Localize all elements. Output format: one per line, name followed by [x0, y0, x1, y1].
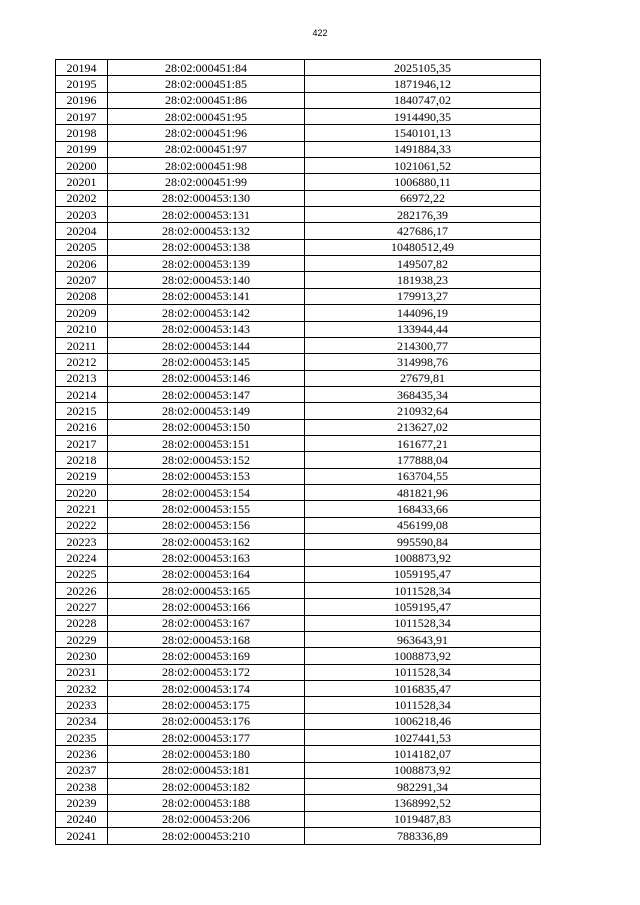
table-row [56, 697, 541, 713]
cadastral-value-cell: 177888,04 [305, 452, 541, 468]
cadastral-number-cell: 28:02:000453:139 [108, 256, 305, 272]
table-row [56, 141, 541, 157]
table-row [56, 60, 541, 76]
cadastral-number-cell: 28:02:000453:152 [108, 452, 305, 468]
cadastral-number-cell: 28:02:000451:99 [108, 174, 305, 190]
row-number-cell: 20240 [56, 811, 108, 827]
row-number-cell: 20204 [56, 223, 108, 239]
cadastral-number-cell: 28:02:000453:176 [108, 713, 305, 729]
table-row [56, 779, 541, 795]
row-number-cell: 20208 [56, 288, 108, 304]
cadastral-number-cell: 28:02:000453:175 [108, 697, 305, 713]
cadastral-number-cell: 28:02:000453:145 [108, 354, 305, 370]
table-row [56, 190, 541, 206]
row-number-cell: 20233 [56, 697, 108, 713]
table-row [56, 452, 541, 468]
cadastral-value-cell: 788336,89 [305, 828, 541, 844]
table-row [56, 305, 541, 321]
cadastral-value-cell: 1011528,34 [305, 697, 541, 713]
table-row [56, 403, 541, 419]
table-row [56, 566, 541, 582]
row-number-cell: 20232 [56, 681, 108, 697]
row-number-cell: 20211 [56, 337, 108, 353]
cadastral-value-cell: 1059195,47 [305, 599, 541, 615]
cadastral-number-cell: 28:02:000453:130 [108, 190, 305, 206]
row-number-cell: 20205 [56, 239, 108, 255]
table-row [56, 533, 541, 549]
cadastral-number-cell: 28:02:000451:95 [108, 109, 305, 125]
row-number-cell: 20214 [56, 386, 108, 402]
cadastral-value-cell: 179913,27 [305, 288, 541, 304]
cadastral-value-cell: 1008873,92 [305, 648, 541, 664]
cadastral-number-cell: 28:02:000453:156 [108, 517, 305, 533]
table-row [56, 419, 541, 435]
row-number-cell: 20220 [56, 484, 108, 500]
row-number-cell: 20237 [56, 762, 108, 778]
cadastral-number-cell: 28:02:000453:181 [108, 762, 305, 778]
row-number-cell: 20216 [56, 419, 108, 435]
cadastral-value-cell: 1011528,34 [305, 664, 541, 680]
cadastral-value-cell: 282176,39 [305, 207, 541, 223]
table-row [56, 583, 541, 599]
cadastral-number-cell: 28:02:000451:84 [108, 60, 305, 76]
cadastral-value-cell: 982291,34 [305, 779, 541, 795]
table-row [56, 648, 541, 664]
row-number-cell: 20219 [56, 468, 108, 484]
row-number-cell: 20198 [56, 125, 108, 141]
row-number-cell: 20206 [56, 256, 108, 272]
row-number-cell: 20210 [56, 321, 108, 337]
cadastral-value-cell: 1368992,52 [305, 795, 541, 811]
table-row [56, 484, 541, 500]
cadastral-number-cell: 28:02:000453:142 [108, 305, 305, 321]
cadastral-value-cell: 1840747,02 [305, 92, 541, 108]
cadastral-value-cell: 163704,55 [305, 468, 541, 484]
cadastral-number-cell: 28:02:000453:180 [108, 746, 305, 762]
cadastral-value-cell: 481821,96 [305, 484, 541, 500]
row-number-cell: 20195 [56, 76, 108, 92]
cadastral-value-cell: 456199,08 [305, 517, 541, 533]
table-row [56, 207, 541, 223]
cadastral-number-cell: 28:02:000453:162 [108, 533, 305, 549]
table-row [56, 713, 541, 729]
row-number-cell: 20203 [56, 207, 108, 223]
cadastral-number-cell: 28:02:000453:177 [108, 730, 305, 746]
cadastral-number-cell: 28:02:000453:143 [108, 321, 305, 337]
cadastral-value-cell: 1914490,35 [305, 109, 541, 125]
cadastral-number-cell: 28:02:000453:210 [108, 828, 305, 844]
cadastral-value-cell: 1006218,46 [305, 713, 541, 729]
row-number-cell: 20228 [56, 615, 108, 631]
row-number-cell: 20230 [56, 648, 108, 664]
cadastral-number-cell: 28:02:000453:206 [108, 811, 305, 827]
row-number-cell: 20213 [56, 370, 108, 386]
table-row [56, 158, 541, 174]
row-number-cell: 20215 [56, 403, 108, 419]
table-row [56, 746, 541, 762]
cadastral-value-cell: 1011528,34 [305, 615, 541, 631]
cadastral-value-cell: 1006880,11 [305, 174, 541, 190]
cadastral-value-cell: 133944,44 [305, 321, 541, 337]
table-row [56, 664, 541, 680]
cadastral-number-cell: 28:02:000453:151 [108, 435, 305, 451]
cadastral-number-cell: 28:02:000453:147 [108, 386, 305, 402]
cadastral-number-cell: 28:02:000453:167 [108, 615, 305, 631]
table-row [56, 681, 541, 697]
cadastral-value-cell: 144096,19 [305, 305, 541, 321]
table-row [56, 615, 541, 631]
row-number-cell: 20222 [56, 517, 108, 533]
cadastral-value-cell: 1871946,12 [305, 76, 541, 92]
cadastral-value-cell: 213627,02 [305, 419, 541, 435]
cadastral-value-cell: 1027441,53 [305, 730, 541, 746]
row-number-cell: 20236 [56, 746, 108, 762]
table-row [56, 632, 541, 648]
cadastral-value-cell: 314998,76 [305, 354, 541, 370]
row-number-cell: 20200 [56, 158, 108, 174]
cadastral-number-cell: 28:02:000453:141 [108, 288, 305, 304]
table-row [56, 92, 541, 108]
row-number-cell: 20217 [56, 435, 108, 451]
cadastral-number-cell: 28:02:000453:138 [108, 239, 305, 255]
row-number-cell: 20231 [56, 664, 108, 680]
table-row [56, 223, 541, 239]
table-row [56, 354, 541, 370]
row-number-cell: 20197 [56, 109, 108, 125]
row-number-cell: 20194 [56, 60, 108, 76]
table-row [56, 109, 541, 125]
cadastral-number-cell: 28:02:000453:155 [108, 501, 305, 517]
row-number-cell: 20234 [56, 713, 108, 729]
table-row [56, 386, 541, 402]
cadastral-value-cell: 1008873,92 [305, 762, 541, 778]
table-row [56, 272, 541, 288]
cadastral-number-cell: 28:02:000453:131 [108, 207, 305, 223]
cadastral-value-cell: 427686,17 [305, 223, 541, 239]
cadastral-number-cell: 28:02:000453:166 [108, 599, 305, 615]
table-row [56, 337, 541, 353]
table-row [56, 501, 541, 517]
table-row [56, 321, 541, 337]
row-number-cell: 20239 [56, 795, 108, 811]
row-number-cell: 20202 [56, 190, 108, 206]
cadastral-number-cell: 28:02:000451:85 [108, 76, 305, 92]
row-number-cell: 20238 [56, 779, 108, 795]
cadastral-value-cell: 181938,23 [305, 272, 541, 288]
table-row [56, 599, 541, 615]
cadastral-value-cell: 1014182,07 [305, 746, 541, 762]
table-row [56, 174, 541, 190]
cadastral-value-cell: 149507,82 [305, 256, 541, 272]
table-row [56, 795, 541, 811]
cadastral-value-cell: 1008873,92 [305, 550, 541, 566]
cadastral-value-cell: 66972,22 [305, 190, 541, 206]
row-number-cell: 20235 [56, 730, 108, 746]
cadastral-value-cell: 1016835,47 [305, 681, 541, 697]
cadastral-value-cell: 1021061,52 [305, 158, 541, 174]
cadastral-number-cell: 28:02:000453:140 [108, 272, 305, 288]
table-row [56, 828, 541, 844]
cadastral-value-cell: 161677,21 [305, 435, 541, 451]
cadastral-number-cell: 28:02:000451:97 [108, 141, 305, 157]
table-row [56, 468, 541, 484]
table-row [56, 256, 541, 272]
cadastral-number-cell: 28:02:000453:154 [108, 484, 305, 500]
cadastral-value-cell: 2025105,35 [305, 60, 541, 76]
cadastral-value-cell: 368435,34 [305, 386, 541, 402]
cadastral-value-cell: 168433,66 [305, 501, 541, 517]
cadastral-value-cell: 27679,81 [305, 370, 541, 386]
table-row [56, 517, 541, 533]
cadastral-value-table [55, 59, 541, 845]
cadastral-number-cell: 28:02:000453:174 [108, 681, 305, 697]
cadastral-value-cell: 210932,64 [305, 403, 541, 419]
row-number-cell: 20224 [56, 550, 108, 566]
cadastral-number-cell: 28:02:000451:86 [108, 92, 305, 108]
row-number-cell: 20201 [56, 174, 108, 190]
cadastral-number-cell: 28:02:000453:165 [108, 583, 305, 599]
cadastral-number-cell: 28:02:000453:146 [108, 370, 305, 386]
row-number-cell: 20212 [56, 354, 108, 370]
row-number-cell: 20223 [56, 533, 108, 549]
cadastral-number-cell: 28:02:000453:153 [108, 468, 305, 484]
row-number-cell: 20196 [56, 92, 108, 108]
row-number-cell: 20221 [56, 501, 108, 517]
table-row [56, 811, 541, 827]
cadastral-number-cell: 28:02:000453:163 [108, 550, 305, 566]
cadastral-number-cell: 28:02:000453:169 [108, 648, 305, 664]
cadastral-number-cell: 28:02:000453:132 [108, 223, 305, 239]
row-number-cell: 20225 [56, 566, 108, 582]
table-body [56, 60, 541, 845]
cadastral-number-cell: 28:02:000453:149 [108, 403, 305, 419]
row-number-cell: 20207 [56, 272, 108, 288]
cadastral-number-cell: 28:02:000451:96 [108, 125, 305, 141]
cadastral-number-cell: 28:02:000453:188 [108, 795, 305, 811]
row-number-cell: 20199 [56, 141, 108, 157]
table-row [56, 76, 541, 92]
cadastral-number-cell: 28:02:000453:168 [108, 632, 305, 648]
cadastral-number-cell: 28:02:000453:182 [108, 779, 305, 795]
cadastral-value-cell: 214300,77 [305, 337, 541, 353]
page-number: 422 [312, 28, 328, 38]
row-number-cell: 20227 [56, 599, 108, 615]
cadastral-value-cell: 1019487,83 [305, 811, 541, 827]
cadastral-value-cell: 995590,84 [305, 533, 541, 549]
row-number-cell: 20218 [56, 452, 108, 468]
cadastral-number-cell: 28:02:000453:144 [108, 337, 305, 353]
table-row [56, 550, 541, 566]
row-number-cell: 20229 [56, 632, 108, 648]
table-row [56, 239, 541, 255]
row-number-cell: 20241 [56, 828, 108, 844]
cadastral-number-cell: 28:02:000453:164 [108, 566, 305, 582]
cadastral-value-cell: 963643,91 [305, 632, 541, 648]
table-row [56, 762, 541, 778]
row-number-cell: 20226 [56, 583, 108, 599]
table-row [56, 435, 541, 451]
cadastral-value-cell: 1540101,13 [305, 125, 541, 141]
cadastral-value-cell: 1059195,47 [305, 566, 541, 582]
table-row [56, 370, 541, 386]
table-row [56, 125, 541, 141]
cadastral-value-cell: 1011528,34 [305, 583, 541, 599]
cadastral-number-cell: 28:02:000453:150 [108, 419, 305, 435]
cadastral-number-cell: 28:02:000453:172 [108, 664, 305, 680]
cadastral-value-cell: 1491884,33 [305, 141, 541, 157]
table-row [56, 730, 541, 746]
cadastral-value-cell: 10480512,49 [305, 239, 541, 255]
row-number-cell: 20209 [56, 305, 108, 321]
table-row [56, 288, 541, 304]
cadastral-number-cell: 28:02:000451:98 [108, 158, 305, 174]
